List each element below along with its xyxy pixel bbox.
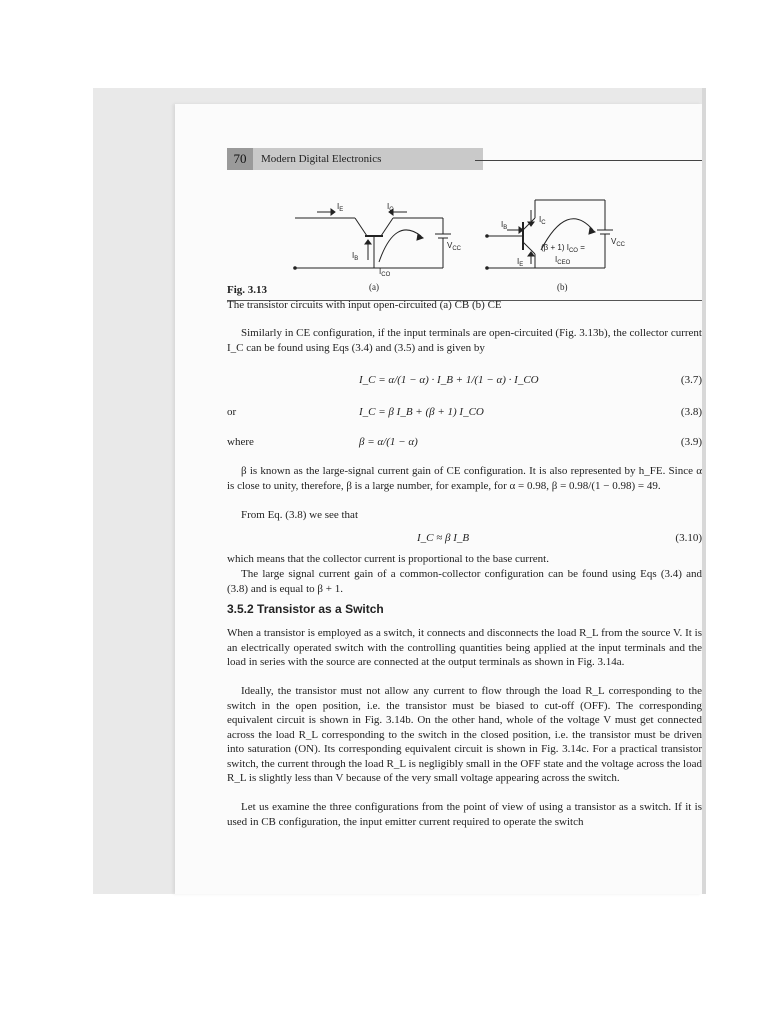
label-iceo: $I_{CEO}$ [555,255,571,266]
paragraph-cc-gain: The large signal current gain of a common-collector configuration can be found using Eqs (3.4) and (3.8) and is equal to β + 1. [227,568,702,595]
label-ic-b: $I_C$ [539,215,546,226]
paragraph-ideal-switch: Ideally, the transistor must not allow any current to flow through the load R_L corresponding to the switch in the open position, i.e. the transistor must be biased to cut-off (OFF). The corresponding equivalent circuit is shown in Fig. 3.14b. On the other hand, whole of the voltage V must get connected across the load R_L corresponding to the switch in the closed position, i.e. the transistor must be driven into saturation (ON). Its corresponding equivalent circuit is shown in Fig. 3.14c. For a practical transistor switch, the current through the load R_L is negligibly small in the OFF state and the voltage across the load R_L is slightly less than V because of the very small voltage appearing across the switch. [227,685,702,784]
equation-3-7 [227,368,702,392]
section-heading: 3.5.2 Transistor as a Switch [227,602,384,616]
running-header [227,148,702,170]
label-vcc-b: $V_{CC}$ [611,237,626,248]
equation-body: β = α/(1 − α) [359,436,418,448]
equation-3-8 [227,400,702,424]
circuit-ce [487,200,613,268]
label-ie-a: $I_E$ [337,202,344,213]
equation-body: I_C = β I_B + (β + 1) I_CO [359,406,484,418]
figure-caption: The transistor circuits with input open-circuited (a) CB (b) CE [227,299,502,311]
panel-a-label: (a) [369,282,379,292]
equation-number: (3.7) [680,374,702,386]
label-ie-b: $I_E$ [517,257,524,268]
equation-body: I_C ≈ β I_B [417,532,470,544]
paragraph-configurations: Let us examine the three configurations from the point of view of using a transistor as a switch. If it is used in CB configuration, the input emitter current required to operate the switch [227,801,702,828]
panel-b-label: (b) [557,282,568,292]
figure-label: Fig. 3.13 [227,284,268,296]
equation-body: I_C = α/(1 − α) · I_B + 1/(1 − α) · I_CO [359,374,539,386]
equation-3-10 [227,526,702,550]
header-rule [475,160,702,161]
label-vcc-a: $V_{CC}$ [447,241,462,252]
equation-lead: or [227,406,237,418]
equation-number: (3.9) [680,436,702,448]
book-title: Modern Digital Electronics [253,148,483,170]
equation-lead: where [227,436,254,448]
book-page [175,104,702,894]
circuit-cb [295,209,451,268]
equation-number: (3.10) [675,532,702,544]
label-ib-a: $I_B$ [352,251,359,262]
label-beta-ico: (β + 1) $I_{CO}$ = [541,243,585,254]
label-ico-a: $I_{CO}$ [379,267,391,278]
paragraph-beta: β is known as the large-signal current gain of CE configuration. It is also represented by h_FE. Since α is close to unity, therefore, β is a large number, for example, for α = 0.98, β = 0.98/(1 − 0.98) = 49. [227,465,702,492]
page-number: 70 [227,148,253,170]
page-edge [702,88,706,894]
figure-3-13 [275,178,655,296]
paragraph-ce-config: Similarly in CE configuration, if the input terminals are open-circuited (Fig. 3.13b), the collector current I_C can be found using Eqs (3.4) and (3.5) and is given by [227,327,702,354]
paragraph-proportional: which means that the collector current is proportional to the base current. [227,553,549,565]
circuit-diagram [275,178,655,296]
equation-number: (3.8) [680,406,702,418]
paragraph-switch-intro: When a transistor is employed as a switch, it connects and disconnects the load R_L from the source V. It is an electrically operated switch with the controlling quantities being applied at the input terminals and the load in series with the source are connected at the output terminals as shown in Fig. 3.14a. [227,627,702,668]
equation-3-9 [227,430,702,454]
label-ic-a: $I_C$ [387,202,394,213]
label-ib-b: $I_B$ [501,220,508,231]
paragraph-from-eq: From Eq. (3.8) we see that [241,509,358,521]
